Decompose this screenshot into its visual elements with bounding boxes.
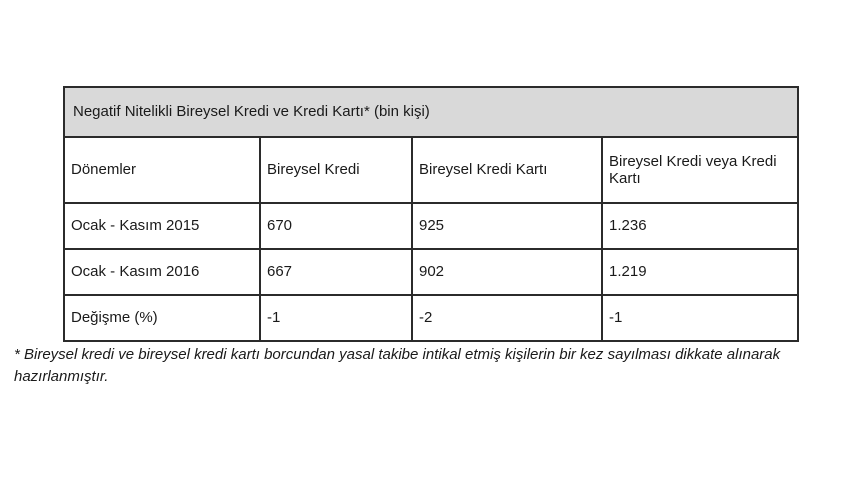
- table-cell: -1: [602, 295, 798, 341]
- table-cell: 1.236: [602, 203, 798, 249]
- table-cell: 667: [260, 249, 412, 295]
- header-cell-credit-card: Bireysel Kredi Kartı: [412, 137, 602, 203]
- header-cell-personal-credit: Bireysel Kredi: [260, 137, 412, 203]
- table-cell: -2: [412, 295, 602, 341]
- table-title-row: [64, 87, 798, 137]
- header-cell-period: Dönemler: [64, 137, 260, 203]
- table-cell: Ocak - Kasım 2016: [64, 249, 260, 295]
- table-cell: -1: [260, 295, 412, 341]
- footnote: * Bireysel kredi ve bireysel kredi kartı borcundan yasal takibe intikal etmiş kişilerin bir kez sayılması dikkate alınarak hazırlanmıştır.: [14, 346, 781, 385]
- table-cell: Ocak - Kasım 2015: [64, 203, 260, 249]
- table-title: Negatif Nitelikli Bireysel Kredi ve Kredi Kartı* (bin kişi): [64, 87, 798, 137]
- data-table-container: [63, 86, 797, 342]
- table-row: [64, 249, 798, 295]
- table-cell: 1.219: [602, 249, 798, 295]
- table-cell: 670: [260, 203, 412, 249]
- header-cell-credit-or-card: Bireysel Kredi veya Kredi Kartı: [602, 137, 798, 203]
- table-row: [64, 295, 798, 341]
- table-cell: 902: [412, 249, 602, 295]
- table-cell: 925: [412, 203, 602, 249]
- table-header-row: [64, 137, 798, 203]
- table-row: [64, 203, 798, 249]
- negative-credit-table: [63, 86, 799, 342]
- table-cell: Değişme (%): [64, 295, 260, 341]
